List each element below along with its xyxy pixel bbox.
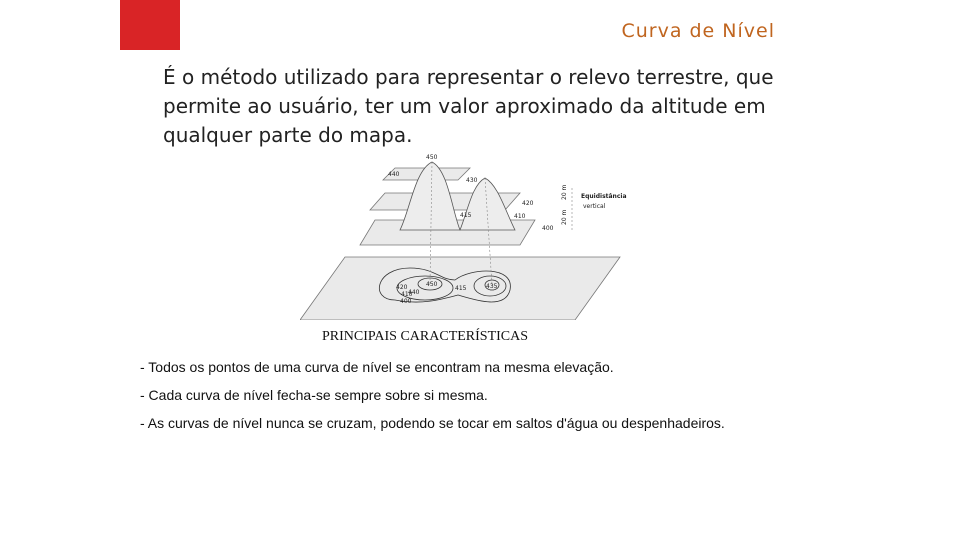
label-20m-top: 20 m [561, 184, 568, 200]
map-label-410: 410 [401, 291, 413, 298]
list-item: - Todos os pontos de uma curva de nível se encontram na mesma elevação. [140, 359, 614, 375]
label-20m-bottom: 20 m [561, 209, 568, 225]
contour-diagram [300, 150, 640, 320]
map-label-420: 420 [396, 284, 408, 291]
list-item: - Cada curva de nível fecha-se sempre sobre si mesma. [140, 387, 488, 403]
map-label-450: 450 [426, 281, 438, 288]
map-label-435: 435 [486, 283, 498, 290]
label-440: 440 [388, 171, 400, 178]
map-label-415: 415 [455, 285, 467, 292]
label-equidistancia: Equidistância [581, 193, 627, 200]
list-item: - As curvas de nível nunca se cruzam, podendo se tocar em saltos d'água ou despenhadeiros. [140, 415, 725, 431]
label-430: 430 [466, 177, 478, 184]
label-450: 450 [426, 154, 438, 161]
label-420: 420 [522, 200, 534, 207]
intro-paragraph: É o método utilizado para representar o relevo terrestre, que permite ao usuário, ter um valor aproximado da altitude em qualquer parte do mapa. [163, 65, 774, 147]
label-410: 410 [514, 213, 526, 220]
label-vertical: vertical [583, 203, 606, 210]
label-415: 415 [460, 212, 472, 219]
label-400: 400 [542, 225, 554, 232]
map-label-400: 400 [400, 298, 412, 305]
elevation-planes [300, 168, 620, 320]
red-accent-block [120, 0, 180, 50]
map-label-440: 440 [408, 289, 420, 296]
characteristics-list [140, 359, 760, 443]
slide-title: Curva de Nível [621, 20, 775, 42]
section-heading: PRINCIPAIS CARACTERÍSTICAS [322, 329, 529, 344]
